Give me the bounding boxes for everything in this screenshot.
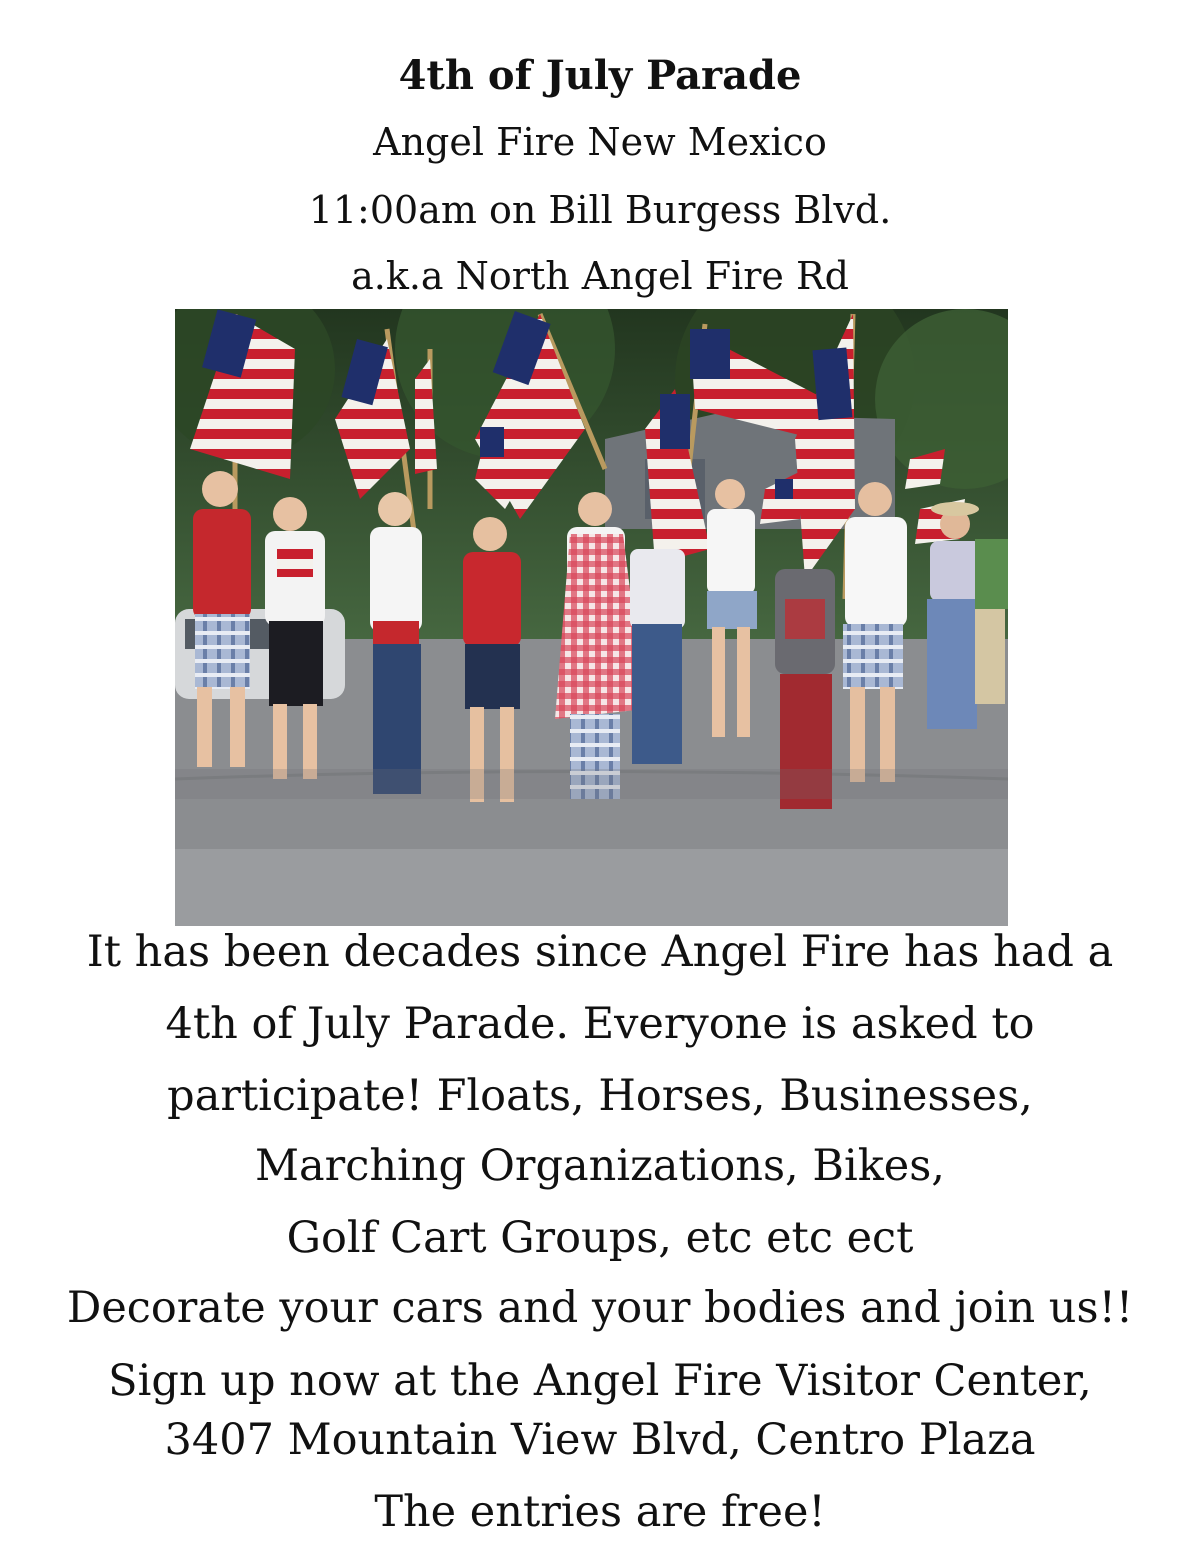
- body-line-8: 3407 Mountain View Blvd, Centro Plaza: [164, 1415, 1036, 1465]
- body-line-3: participate! Floats, Horses, Businesses,: [167, 1071, 1033, 1121]
- body-line-1: It has been decades since Angel Fire has had a: [86, 927, 1114, 977]
- body-line-6: Decorate your cars and your bodies and join us!!: [66, 1283, 1134, 1333]
- body-line-2: 4th of July Parade. Everyone is asked to: [165, 999, 1035, 1049]
- body-line-4: Marching Organizations, Bikes,: [255, 1141, 945, 1191]
- body-line-5: Golf Cart Groups, etc etc ect: [286, 1213, 914, 1263]
- parade-photo: [175, 309, 1008, 926]
- event-location: Angel Fire New Mexico: [373, 120, 827, 164]
- event-street-aka: a.k.a North Angel Fire Rd: [351, 254, 849, 298]
- event-title: 4th of July Parade: [398, 52, 802, 99]
- event-time-place: 11:00am on Bill Burgess Blvd.: [308, 188, 892, 232]
- body-line-9: The entries are free!: [374, 1487, 826, 1537]
- body-line-7: Sign up now at the Angel Fire Visitor Center,: [108, 1356, 1092, 1406]
